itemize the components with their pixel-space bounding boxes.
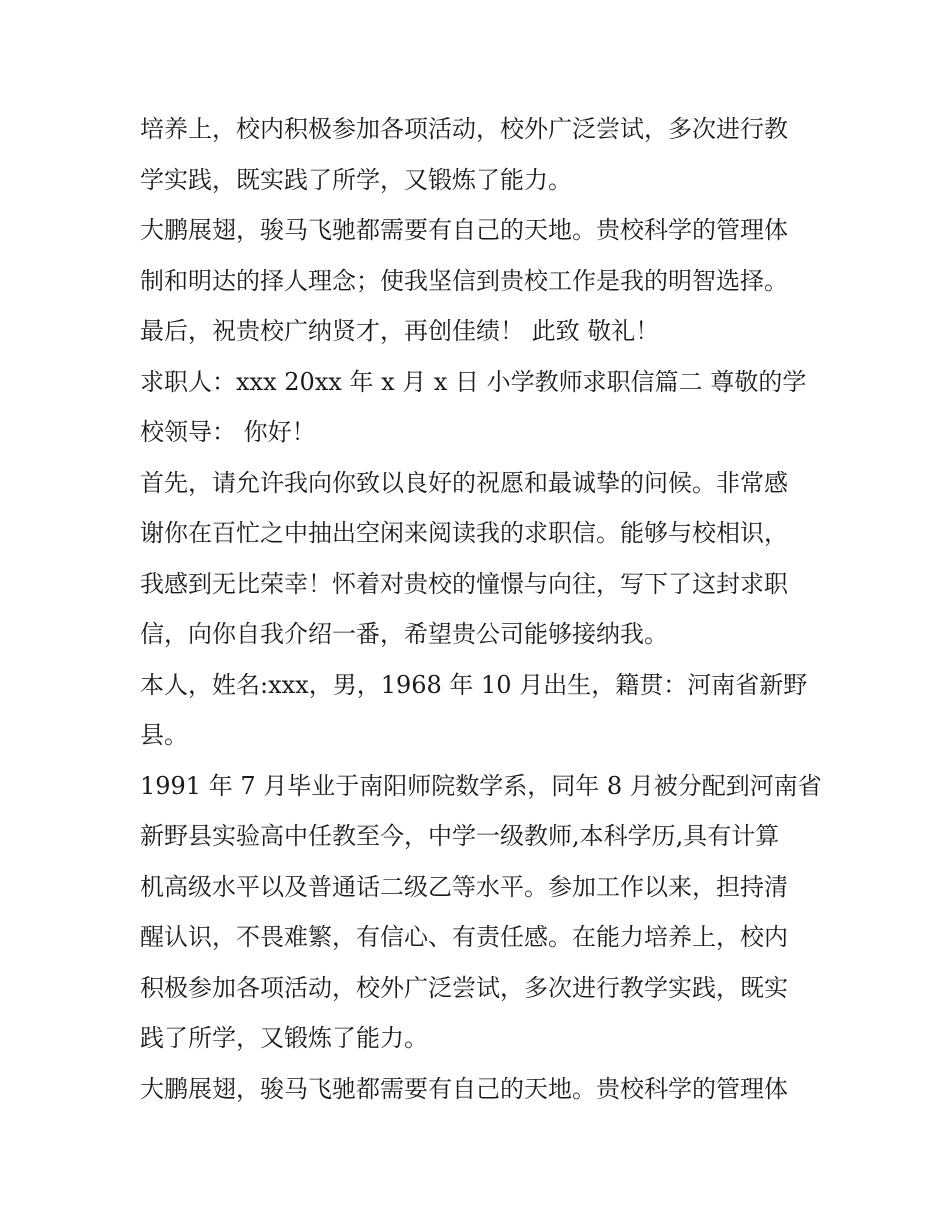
paragraph (140, 104, 820, 205)
text-line: 校领导： 你好！ (140, 418, 316, 446)
text-line: 机高级水平以及普通话二级乙等水平。参加工作以来，担持清 (140, 872, 788, 901)
paragraph (140, 357, 820, 458)
text-line: 培养上，校内积极参加各项活动，校外广泛尝试，多次进行教 (140, 115, 788, 143)
text-line: 我感到无比荣幸！怀着对贵校的憧憬与向往，写下了这封求职 (140, 569, 788, 598)
text-line: 积极参加各项活动，校外广泛尝试，多次进行教学实践，既实 (140, 973, 788, 1002)
paragraph (140, 660, 820, 761)
text-line: 最后，祝贵校广纳贤才，再创佳绩！ 此致 敬礼！ (140, 317, 660, 345)
text-line: 大鹏展翅，骏马飞驰都需要有自己的天地。贵校科学的管理体 (140, 1074, 788, 1103)
text-line: 求职人：xxx 20xx 年 x 月 x 日 小学教师求职信篇二 尊敬的学 (140, 367, 807, 396)
text-line: 县。 (140, 721, 188, 749)
text-line: 制和明达的择人理念；使我坚信到贵校工作是我的明智选择。 (140, 266, 788, 295)
paragraph (140, 458, 820, 660)
text-line: 信，向你自我介绍一番，希望贵公司能够接纳我。 (140, 620, 668, 648)
text-line: 大鹏展翅，骏马飞驰都需要有自己的天地。贵校科学的管理体 (140, 216, 788, 244)
text-line: 本人，姓名:xxx，男，1968 年 10 月出生，籍贯：河南省新野 (140, 670, 808, 699)
text-line: 首先，请允许我向你致以良好的祝愿和最诚挚的问候。非常感 (140, 468, 788, 497)
text-line: 1991 年 7 月毕业于南阳师院数学系，同年 8 月被分配到河南省 (140, 771, 822, 800)
text-line: 践了所学，又锻炼了能力。 (140, 1024, 428, 1052)
text-line: 谢你在百忙之中抽出空闲来阅读我的求职信。能够与校相识， (140, 519, 788, 547)
text-line: 新野县实验高中任教至今，中学一级教师,本科学历,具有计算 (140, 822, 780, 850)
document-body (140, 104, 820, 1114)
text-line: 学实践，既实践了所学，又锻炼了能力。 (140, 165, 572, 194)
paragraph (140, 205, 820, 357)
paragraph (140, 1064, 820, 1115)
text-line: 醒认识，不畏难繁，有信心、有责任感。在能力培养上，校内 (140, 923, 788, 951)
paragraph (140, 761, 820, 1064)
